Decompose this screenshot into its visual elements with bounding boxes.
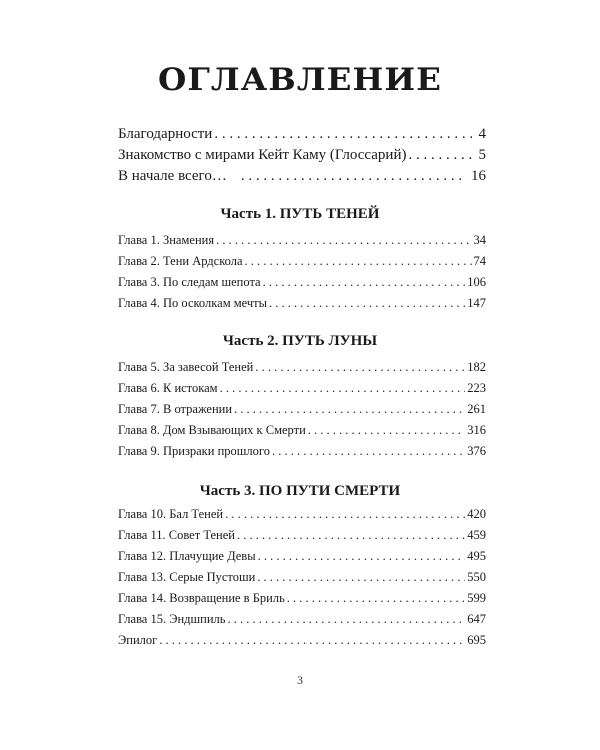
part-3-chapter-list [118,504,486,651]
toc-entry-label: Знакомство с мирами Кейт Каму (Глоссарий) [118,147,407,163]
toc-entry [118,420,486,441]
toc-entry-page: 34 [473,233,486,247]
toc-entry-page: 647 [467,612,486,626]
toc-entry [118,609,486,630]
dot-leader [255,357,465,378]
toc-entry [118,504,486,525]
toc-entry-page: 74 [473,254,486,268]
dot-leader [241,166,461,187]
toc-entry-page: 420 [467,507,486,521]
part-1-chapter-list [118,230,486,314]
toc-entry-label: Глава 2. Тени Ардскола [118,254,243,268]
toc-entry [118,293,486,314]
toc-entry-page: 261 [467,402,486,416]
page-title: ОГЛАВЛЕНИЕ [157,62,443,98]
toc-entry [118,525,486,546]
toc-entry-label: Глава 12. Плачущие Девы [118,549,256,563]
dot-leader [227,609,465,630]
dot-leader [245,251,472,272]
toc-entry [118,378,486,399]
dot-leader [408,145,476,166]
toc-entry-label: Глава 8. Дом Взывающих к Смерти [118,423,306,437]
dot-leader [272,441,465,462]
dot-leader [220,378,466,399]
toc-entry-label: Глава 7. В отражении [118,402,233,416]
front-matter-list [118,124,486,187]
toc-entry [118,399,486,420]
dot-leader [234,399,465,420]
toc-entry [118,567,486,588]
part-2-chapter-list [118,357,486,462]
toc-entry [118,251,486,272]
toc-entry-label: Глава 3. По следам шепота [118,275,261,289]
toc-entry [118,166,486,187]
toc-entry-page: 147 [467,296,486,310]
dot-leader [216,230,471,251]
part-heading: Часть 1. ПУТЬ ТЕНЕЙ [220,206,380,222]
toc-entry-page: 182 [467,360,486,374]
dot-leader [308,420,465,441]
part-heading: Часть 3. ПО ПУТИ СМЕРТИ [199,483,401,499]
toc-entry-label: Глава 6. К истокам [118,381,218,395]
toc-entry [118,357,486,378]
dot-leader [225,504,465,525]
toc-entry [118,630,486,651]
toc-entry-label: Глава 10. Бал Теней [118,507,224,521]
dot-leader [258,546,466,567]
toc-entry-page: 316 [467,423,486,437]
toc-entry-page: 106 [467,275,486,289]
toc-entry-label: В начале всего… [118,168,227,184]
toc-entry-page: 5 [478,147,486,163]
dot-leader [263,272,466,293]
dot-leader [257,567,465,588]
toc-entry-label: Глава 5. За завесой Теней [118,360,254,374]
dot-leader [159,630,465,651]
toc-entry-label: Глава 11. Совет Теней [118,528,235,542]
toc-entry-page: 495 [467,549,486,563]
dot-leader [269,293,465,314]
dot-leader [287,588,465,609]
toc-entry-page: 599 [467,591,486,605]
toc-entry [118,546,486,567]
dot-leader [214,124,476,145]
toc-entry-page: 459 [467,528,486,542]
toc-entry-label: Глава 1. Знамения [118,233,215,247]
toc-entry [118,272,486,293]
toc-entry-page: 223 [467,381,486,395]
toc-entry [118,230,486,251]
dot-leader [237,525,465,546]
toc-entry [118,441,486,462]
toc-entry-label: Эпилог [118,633,158,647]
toc-entry-label: Глава 4. По осколкам мечты [118,296,268,310]
toc-entry-page: 550 [467,570,486,584]
toc-entry-page: 16 [471,168,486,184]
toc-entry-page: 695 [467,633,486,647]
toc-entry [118,124,486,145]
part-heading: Часть 2. ПУТЬ ЛУНЫ [222,333,378,349]
toc-entry [118,145,486,166]
toc-entry-label: Глава 13. Серые Пустоши [118,570,256,584]
toc-entry-page: 376 [467,444,486,458]
toc-entry-page: 4 [478,126,486,142]
toc-entry-label: Благодарности [118,126,213,142]
toc-entry-label: Глава 9. Призраки прошлого [118,444,270,458]
page-number: 3 [297,673,303,687]
toc-entry-label: Глава 14. Возвращение в Бриль [118,591,285,605]
toc-entry [118,588,486,609]
toc-entry-label: Глава 15. Эндшпиль [118,612,226,626]
